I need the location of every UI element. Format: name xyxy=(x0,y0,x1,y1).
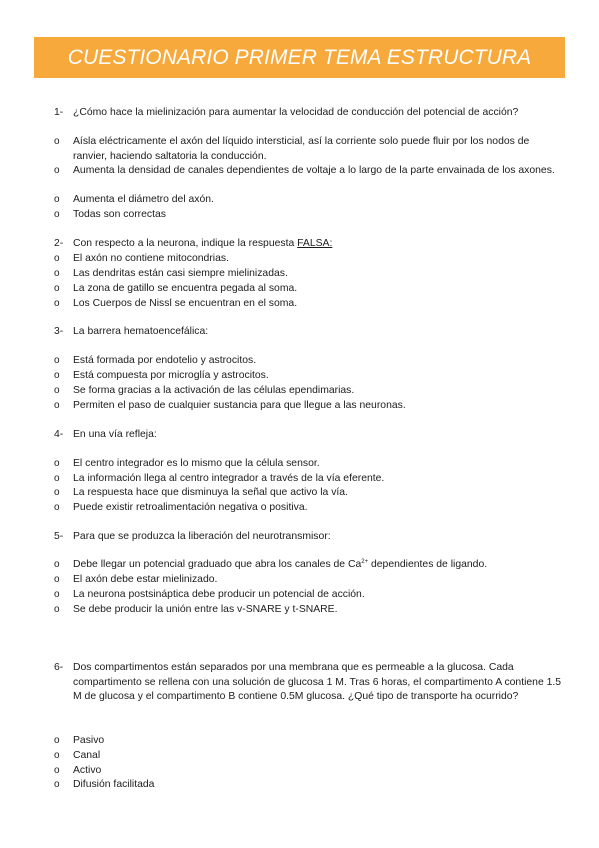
option[interactable] xyxy=(54,573,566,588)
question-number: 1- xyxy=(54,107,64,118)
option-text: El centro integrador es lo mismo que la célula sensor. xyxy=(73,458,320,469)
option-text: Permiten el paso de cualquier sustancia para que llegue a las neuronas. xyxy=(73,400,406,411)
option[interactable] xyxy=(54,558,566,573)
radio-bullet-icon: o xyxy=(54,194,60,205)
question-number: 6- xyxy=(54,662,64,673)
radio-bullet-icon: o xyxy=(54,458,60,469)
option-text: Puede existir retroalimentación negativa o positiva. xyxy=(73,502,308,513)
radio-bullet-icon: o xyxy=(54,604,60,615)
radio-bullet-icon: o xyxy=(54,574,60,585)
radio-bullet-icon: o xyxy=(54,487,60,498)
option-text: La zona de gatillo se encuentra pegada al soma. xyxy=(73,283,298,294)
emphasis-false: FALSA: xyxy=(297,238,333,249)
radio-bullet-icon: o xyxy=(54,253,60,264)
radio-bullet-icon: o xyxy=(54,268,60,279)
question-2 xyxy=(54,237,566,252)
radio-bullet-icon: o xyxy=(54,750,60,761)
option[interactable] xyxy=(54,208,566,223)
option[interactable] xyxy=(54,734,566,749)
option[interactable] xyxy=(54,472,566,487)
option[interactable] xyxy=(54,778,566,793)
option-text: La información llega al centro integrador a través de la vía eferente. xyxy=(73,473,385,484)
option-text: Se forma gracias a la activación de las células ependimarias. xyxy=(73,385,355,396)
option-text: Pasivo xyxy=(73,735,105,746)
radio-bullet-icon: o xyxy=(54,370,60,381)
option[interactable] xyxy=(54,267,566,282)
question-text: Con respecto a la neurona, indique la respuesta FALSA: xyxy=(73,238,333,249)
option[interactable] xyxy=(54,457,566,472)
radio-bullet-icon: o xyxy=(54,165,60,176)
question-1 xyxy=(54,106,566,121)
radio-bullet-icon: o xyxy=(54,559,60,570)
option-text: Aísla eléctricamente el axón del líquido intersticial, así la corriente solo puede fluir por los nodos de ranvier, haciendo saltatoria la conducción. xyxy=(73,136,530,162)
question-6 xyxy=(54,661,566,705)
option[interactable] xyxy=(54,399,566,414)
option[interactable] xyxy=(54,384,566,399)
option-text: Difusión facilitada xyxy=(73,779,155,790)
question-text: La barrera hematoencefálica: xyxy=(73,326,209,337)
option[interactable] xyxy=(54,282,566,297)
radio-bullet-icon: o xyxy=(54,298,60,309)
option-text: Está compuesta por microglía y astrocitos. xyxy=(73,370,269,381)
option[interactable] xyxy=(54,354,566,369)
question-text: En una vía refleja: xyxy=(73,429,157,440)
option-text: Se debe producir la unión entre las v-SNARE y t-SNARE. xyxy=(73,604,338,615)
option[interactable] xyxy=(54,501,566,516)
question-4 xyxy=(54,428,566,443)
page-title: CUESTIONARIO PRIMER TEMA ESTRUCTURA xyxy=(67,45,532,69)
radio-bullet-icon: o xyxy=(54,473,60,484)
radio-bullet-icon: o xyxy=(54,283,60,294)
radio-bullet-icon: o xyxy=(54,765,60,776)
radio-bullet-icon: o xyxy=(54,385,60,396)
option-text: El axón no contiene mitocondrias. xyxy=(73,253,229,264)
option[interactable] xyxy=(54,588,566,603)
option-text: La neurona postsináptica debe producir un potencial de acción. xyxy=(73,589,365,600)
option-text: Activo xyxy=(73,765,102,776)
question-text: Dos compartimentos están separados por una membrana que es permeable a la glucosa. Cada compartimento se rellena con una solución de glucosa 1 M. Tras 6 horas, el compartimento A contiene 1.5 M de glucosa y el compartimento B contiene 0.5M glucosa. ¿Qué tipo de transporte ha ocurrido? xyxy=(73,662,562,703)
option-text: La respuesta hace que disminuya la señal que activo la vía. xyxy=(73,487,348,498)
option-text: Las dendritas están casi siempre mielinizadas. xyxy=(73,268,288,279)
option-text: Aumenta la densidad de canales dependientes de voltaje a lo largo de la parte envainada de los axones. xyxy=(73,165,555,176)
question-text: ¿Cómo hace la mielinización para aumentar la velocidad de conducción del potencial de acción? xyxy=(73,107,519,118)
option-text: Debe llegar un potencial graduado que abra los canales de $Ca^{2+}$ dependientes de ligando. xyxy=(73,559,488,570)
radio-bullet-icon: o xyxy=(54,136,60,147)
option[interactable] xyxy=(54,297,566,312)
question-5 xyxy=(54,530,566,545)
radio-bullet-icon: o xyxy=(54,209,60,220)
question-number: 5- xyxy=(54,531,64,542)
radio-bullet-icon: o xyxy=(54,355,60,366)
option[interactable] xyxy=(54,486,566,501)
radio-bullet-icon: o xyxy=(54,779,60,790)
option[interactable] xyxy=(54,603,566,618)
question-number: 2- xyxy=(54,238,64,249)
radio-bullet-icon: o xyxy=(54,589,60,600)
option[interactable] xyxy=(54,193,566,208)
question-number: 3- xyxy=(54,326,64,337)
option[interactable] xyxy=(54,135,566,164)
option[interactable] xyxy=(54,764,566,779)
option[interactable] xyxy=(54,369,566,384)
question-text: Para que se produzca la liberación del neurotransmisor: xyxy=(73,531,331,542)
radio-bullet-icon: o xyxy=(54,400,60,411)
option-text: El axón debe estar mielinizado. xyxy=(73,574,218,585)
option[interactable] xyxy=(54,252,566,267)
option-text: Todas son correctas xyxy=(73,209,166,220)
option-text: Canal xyxy=(73,750,101,761)
option-text: Los Cuerpos de Nissl se encuentran en el soma. xyxy=(73,298,298,309)
radio-bullet-icon: o xyxy=(54,502,60,513)
question-number: 4- xyxy=(54,429,64,440)
option[interactable] xyxy=(54,749,566,764)
option[interactable] xyxy=(54,164,566,179)
option-text: Aumenta el diámetro del axón. xyxy=(73,194,214,205)
radio-bullet-icon: o xyxy=(54,735,60,746)
title-banner xyxy=(34,37,565,78)
option-text: Está formada por endotelio y astrocitos. xyxy=(73,355,257,366)
question-3 xyxy=(54,325,566,340)
